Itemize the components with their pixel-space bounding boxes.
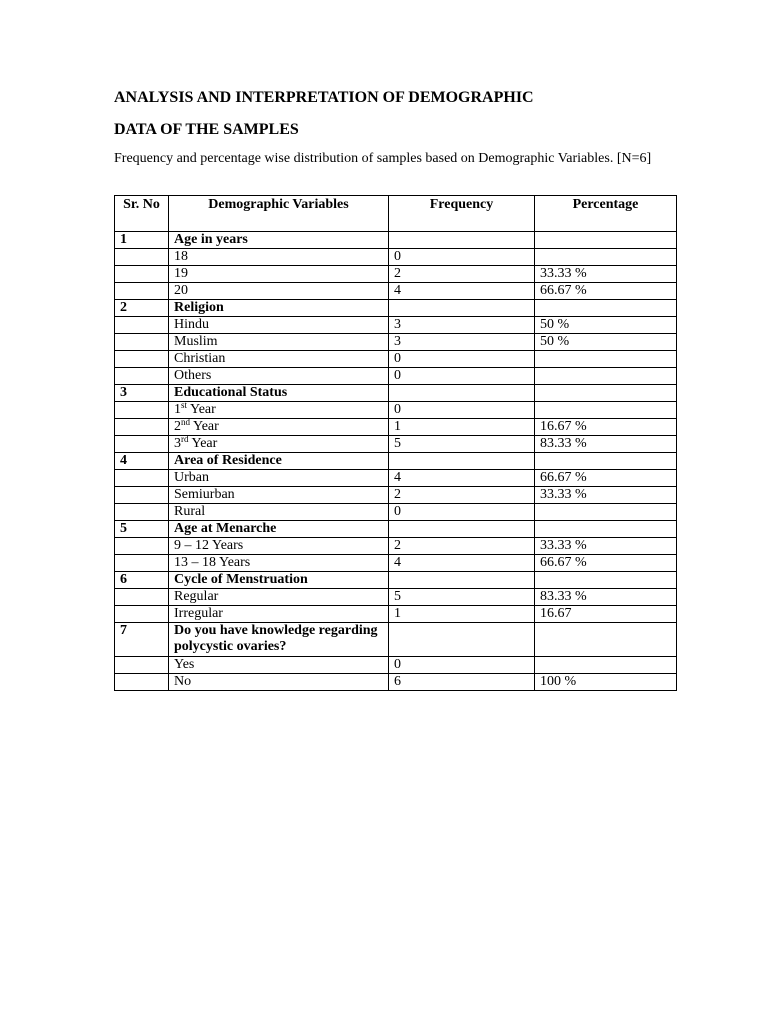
sr-empty-cell [115,589,169,606]
frequency-value: 2 [389,487,535,504]
sr-empty-cell [115,249,169,266]
header-frequency: Frequency [389,196,535,232]
percentage-value: 83.33 % [535,589,677,606]
table-row [115,657,677,674]
percentage-value: 100 % [535,674,677,691]
section-number: 7 [115,623,169,657]
frequency-value: 1 [389,606,535,623]
frequency-value: 3 [389,317,535,334]
section-number: 6 [115,572,169,589]
label-text: Year [190,419,219,434]
frequency-value: 4 [389,470,535,487]
section-percentage-cell [535,453,677,470]
section-title: Do you have knowledge regarding polycystic ovaries? [169,623,389,657]
section-number: 5 [115,521,169,538]
sr-empty-cell [115,334,169,351]
variable-label: No [169,674,389,691]
table-row [115,317,677,334]
table-row [115,368,677,385]
section-number: 1 [115,232,169,249]
table-row [115,589,677,606]
percentage-value: 33.33 % [535,266,677,283]
header-percentage: Percentage [535,196,677,232]
variable-label: Hindu [169,317,389,334]
section-frequency-cell [389,300,535,317]
variable-label: Irregular [169,606,389,623]
frequency-value: 6 [389,674,535,691]
frequency-value: 0 [389,504,535,521]
frequency-value: 4 [389,283,535,300]
section-row [115,572,677,589]
section-frequency-cell [389,521,535,538]
demographic-table [114,195,677,691]
percentage-value [535,657,677,674]
section-row [115,623,677,657]
percentage-value: 16.67 % [535,419,677,436]
variable-label: Muslim [169,334,389,351]
variable-label [169,402,389,419]
variable-label: Christian [169,351,389,368]
table-row [115,504,677,521]
section-frequency-cell [389,385,535,402]
percentage-value: 16.67 [535,606,677,623]
sr-empty-cell [115,436,169,453]
section-row [115,521,677,538]
label-ordinal-suffix: rd [181,434,189,444]
section-title: Cycle of Menstruation [169,572,389,589]
document-title-line-1: ANALYSIS AND INTERPRETATION OF DEMOGRAPHIC [114,89,534,106]
percentage-value: 33.33 % [535,538,677,555]
frequency-value: 0 [389,657,535,674]
table-row [115,266,677,283]
variable-label: Semiurban [169,487,389,504]
frequency-value: 4 [389,555,535,572]
label-ordinal-suffix: nd [181,417,190,427]
section-row [115,385,677,402]
percentage-value [535,402,677,419]
percentage-value: 66.67 % [535,555,677,572]
percentage-value: 66.67 % [535,283,677,300]
table-row [115,402,677,419]
sr-empty-cell [115,674,169,691]
section-frequency-cell [389,232,535,249]
section-number: 3 [115,385,169,402]
table-row [115,283,677,300]
variable-label: Yes [169,657,389,674]
section-percentage-cell [535,623,677,657]
header-demographic-variables: Demographic Variables [169,196,389,232]
section-percentage-cell [535,232,677,249]
variable-label: 18 [169,249,389,266]
variable-label: 20 [169,283,389,300]
section-frequency-cell [389,623,535,657]
percentage-value: 66.67 % [535,470,677,487]
frequency-value: 5 [389,436,535,453]
percentage-value: 50 % [535,317,677,334]
table-row [115,606,677,623]
variable-label: 13 – 18 Years [169,555,389,572]
section-title: Area of Residence [169,453,389,470]
table-row [115,538,677,555]
variable-label: 19 [169,266,389,283]
section-number: 4 [115,453,169,470]
frequency-value: 2 [389,266,535,283]
percentage-value [535,368,677,385]
section-row [115,453,677,470]
sr-empty-cell [115,504,169,521]
document-title-line-2: DATA OF THE SAMPLES [114,121,299,138]
percentage-value [535,249,677,266]
frequency-value: 0 [389,368,535,385]
sr-empty-cell [115,351,169,368]
section-percentage-cell [535,300,677,317]
sr-empty-cell [115,317,169,334]
frequency-value: 5 [389,589,535,606]
variable-label: Urban [169,470,389,487]
label-number: 3 [174,436,181,451]
label-text: Year [187,402,216,417]
table-row [115,470,677,487]
table-row [115,351,677,368]
intro-paragraph: Frequency and percentage wise distribution of samples based on Demographic Variables. [N=6] [114,151,652,166]
section-title: Educational Status [169,385,389,402]
frequency-value: 1 [389,419,535,436]
table-header-row [115,196,677,232]
sr-empty-cell [115,266,169,283]
variable-label: Rural [169,504,389,521]
table-row [115,674,677,691]
percentage-value: 83.33 % [535,436,677,453]
table-row [115,419,677,436]
label-text: Year [188,436,218,451]
variable-label [169,419,389,436]
label-number: 2 [174,419,181,434]
table-row [115,334,677,351]
sr-empty-cell [115,470,169,487]
percentage-value: 33.33 % [535,487,677,504]
sr-empty-cell [115,402,169,419]
section-percentage-cell [535,572,677,589]
sr-empty-cell [115,283,169,300]
section-percentage-cell [535,521,677,538]
variable-label: Regular [169,589,389,606]
variable-label [169,436,389,453]
section-number: 2 [115,300,169,317]
sr-empty-cell [115,419,169,436]
frequency-value: 0 [389,351,535,368]
percentage-value: 50 % [535,334,677,351]
section-frequency-cell [389,572,535,589]
frequency-value: 0 [389,249,535,266]
percentage-value [535,351,677,368]
section-title: Age in years [169,232,389,249]
sr-empty-cell [115,368,169,385]
table-row [115,249,677,266]
table-row [115,555,677,572]
section-row [115,300,677,317]
table-row [115,487,677,504]
variable-label: 9 – 12 Years [169,538,389,555]
section-title: Religion [169,300,389,317]
section-percentage-cell [535,385,677,402]
section-title: Age at Menarche [169,521,389,538]
sr-empty-cell [115,538,169,555]
sr-empty-cell [115,487,169,504]
frequency-value: 3 [389,334,535,351]
section-frequency-cell [389,453,535,470]
table-body [115,232,677,691]
variable-label: Others [169,368,389,385]
sr-empty-cell [115,606,169,623]
sr-empty-cell [115,657,169,674]
section-row [115,232,677,249]
header-sr-no: Sr. No [115,196,169,232]
label-ordinal-suffix: st [181,400,188,410]
frequency-value: 2 [389,538,535,555]
sr-empty-cell [115,555,169,572]
table-row [115,436,677,453]
frequency-value: 0 [389,402,535,419]
label-number: 1 [174,402,181,417]
percentage-value [535,504,677,521]
